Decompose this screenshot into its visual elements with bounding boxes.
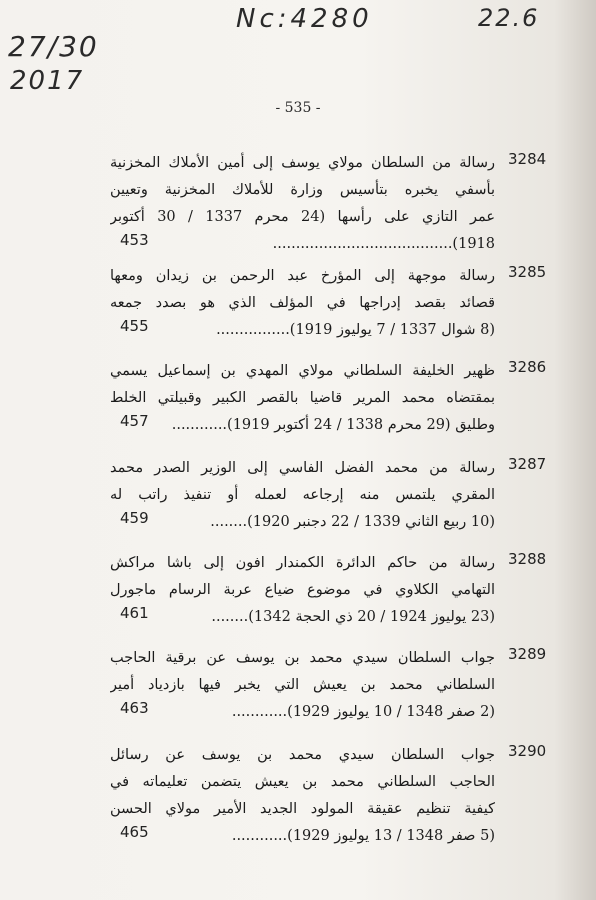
entry-number: 3290 bbox=[508, 742, 547, 760]
handwritten-note-fraction: 27/30 bbox=[8, 30, 99, 63]
entry-line: رسالة من حاكم الدائرة الكمندار افون إلى باشا مراكش bbox=[110, 555, 495, 571]
entry-page-reference: 453 bbox=[120, 231, 149, 249]
entry-line: رسالة من محمد الفضل الفاسي إلى الوزير الصدر محمد bbox=[110, 460, 495, 476]
entry-line: (8 شوال 1337 / 7 يوليوز 1919)................ bbox=[216, 322, 495, 338]
entry-number: 3289 bbox=[508, 645, 547, 663]
entry-page-reference: 459 bbox=[120, 509, 149, 527]
entry-number: 3284 bbox=[508, 150, 547, 168]
entry-number: 3286 bbox=[508, 358, 547, 376]
entry-line: وطليق (29 محرم 1338 / 24 أكتوبر 1919)............ bbox=[171, 417, 495, 433]
entry-page-reference: 465 bbox=[120, 823, 149, 841]
handwritten-catalog-number: Nc:4280 bbox=[236, 4, 373, 34]
entry-line: قصائد بقصد إدراجها في المؤلف الذي هو بصدد جمعه bbox=[110, 295, 495, 311]
entry-line: بأسفي يخبره بتأسيس وزارة للأملاك المخزنية وتعيين bbox=[110, 182, 495, 198]
entry-page-reference: 457 bbox=[120, 412, 149, 430]
handwritten-note-year: 2017 bbox=[10, 66, 85, 96]
entry-line: رسالة من السلطان مولاي يوسف إلى أمين الأملاك المخزنية bbox=[110, 155, 495, 171]
entry-line: الحاجب السلطاني محمد بن يعيش يتضمن تعليماته في bbox=[110, 774, 495, 790]
entry-line: (5 صفر 1348 / 13 يوليوز 1929)............ bbox=[231, 828, 495, 844]
entry-line: عمر التازي على رأسها (24 محرم 1337 / 30 أكتوبر bbox=[110, 209, 495, 225]
entry-line: كيفية تنظيم عقيقة المولود الجديد الأمير مولاي الحسن bbox=[110, 801, 495, 817]
entry-line: المقري يلتمس منه إرجاعه لعمله أو تنفيذ راتب له bbox=[110, 487, 495, 503]
entry-line: (23 يوليوز 1924 / 20 ذي الحجة 1342)........ bbox=[211, 609, 495, 625]
entry-line: (10 ربيع الثاني 1339 / 22 دجنبر 1920)........ bbox=[210, 514, 495, 530]
entry-line: ظهير الخليفة السلطاني مولاي المهدي بن إسماعيل يسمي bbox=[110, 363, 495, 379]
entry-line: 1918)....................................... bbox=[272, 236, 495, 252]
entry-page-reference: 461 bbox=[120, 604, 149, 622]
handwritten-note-top-right: 22.6 bbox=[478, 4, 540, 32]
entry-line: جواب السلطان سيدي محمد بن يوسف عن برقية الحاجب bbox=[110, 650, 495, 666]
entry-line: رسالة موجهة إلى المؤرخ عبد الرحمن بن زيدان ومعها bbox=[110, 268, 495, 284]
entry-page-reference: 463 bbox=[120, 699, 149, 717]
entry-line: السلطاني محمد بن يعيش التي يخبر فيها بازدياد أمير bbox=[110, 677, 495, 693]
page-number: - 535 - bbox=[275, 100, 321, 116]
entry-number: 3287 bbox=[508, 455, 547, 473]
entry-line: التهامي الكلاوي في موضوع ضياع عربة الرسام ماجورل bbox=[110, 582, 495, 598]
entry-line: (2 صفر 1348 / 10 يوليوز 1929)............ bbox=[231, 704, 495, 720]
entry-line: بمقتضاه محمد المرير قاضيا بالقصر الكبير وقبيلتي الخلط bbox=[110, 390, 495, 406]
entry-line: جواب السلطان سيدي محمد بن يوسف عن رسائل bbox=[110, 747, 495, 763]
entry-number: 3288 bbox=[508, 550, 547, 568]
entry-number: 3285 bbox=[508, 263, 547, 281]
entry-page-reference: 455 bbox=[120, 317, 149, 335]
